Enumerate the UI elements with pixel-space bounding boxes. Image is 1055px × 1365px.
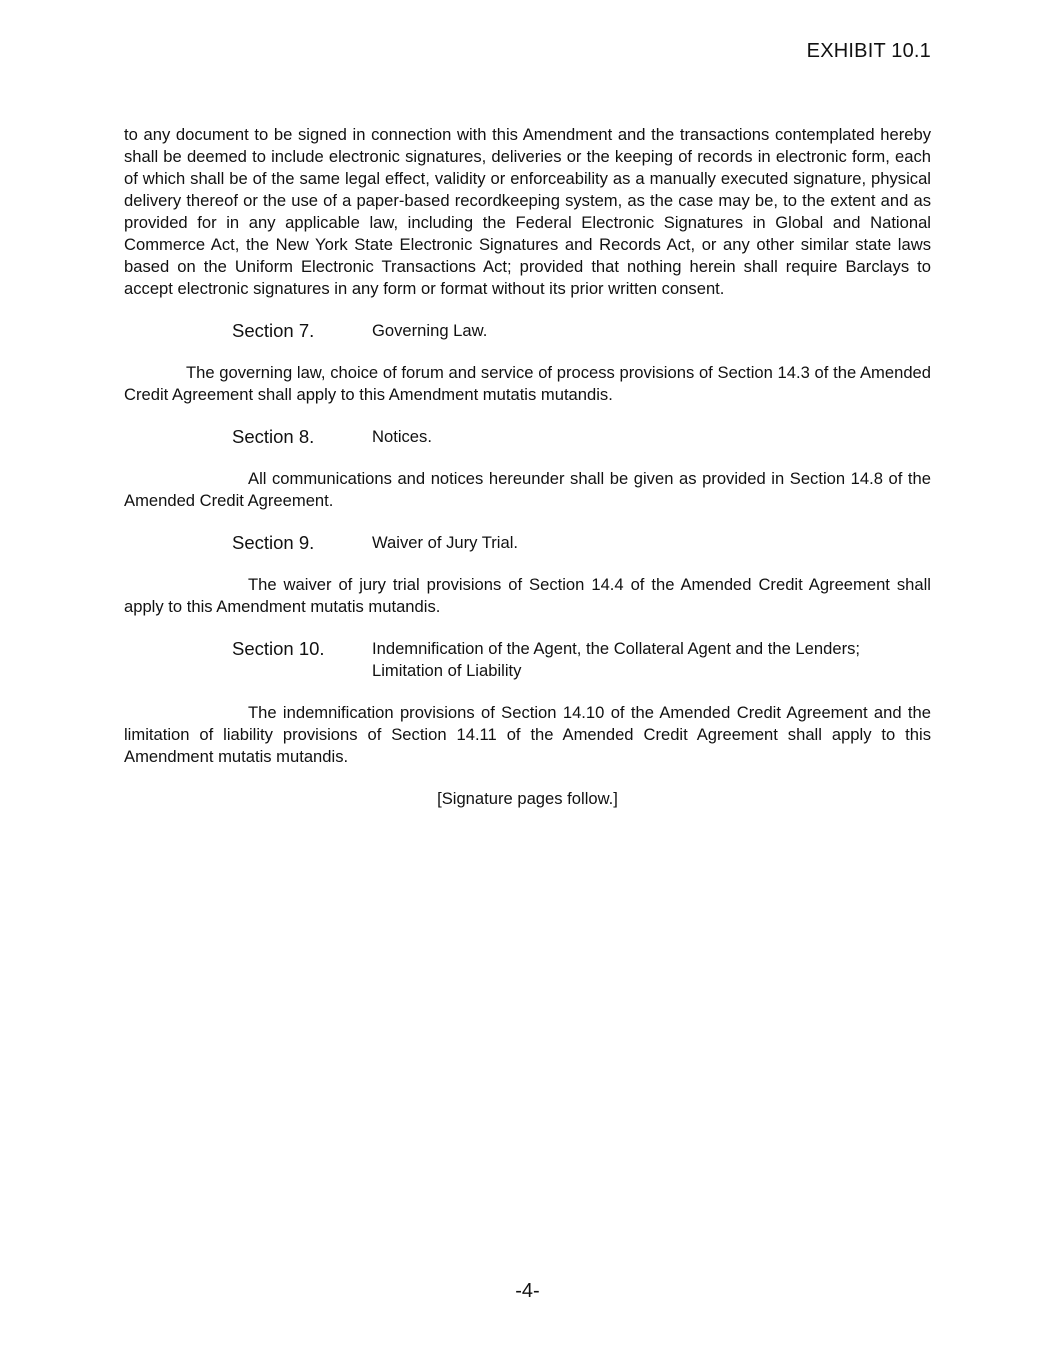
section-7-heading bbox=[124, 320, 931, 342]
section-9-number: Section 9. bbox=[232, 532, 315, 553]
section-10-heading bbox=[124, 638, 931, 682]
intro-paragraph: to any document to be signed in connection with this Amendment and the transactions contemplated hereby shall be deemed to include electronic signatures, deliveries or the keeping of records in electronic form, each of which shall be of the same legal effect, validity or enforceability as a manually executed signature, physical delivery thereof or the use of a paper-based recordkeeping system, as the case may be, to the extent and as provided for in any applicable law, including the Federal Electronic Signatures in Global and National Commerce Act, the New York State Electronic Signatures and Records Act, or any other similar state laws based on the Uniform Electronic Transactions Act; provided that nothing herein shall require Barclays to accept electronic signatures in any form or format without its prior written consent. bbox=[124, 125, 931, 298]
section-8-heading bbox=[124, 426, 931, 448]
section-9-text: The waiver of jury trial provisions of Section 14.4 of the Amended Credit Agreement shall apply to this Amendment mutatis mutandis. bbox=[124, 575, 931, 616]
section-10-number: Section 10. bbox=[232, 638, 325, 659]
exhibit-label: EXHIBIT 10.1 bbox=[806, 40, 931, 62]
page-number: -4- bbox=[515, 1280, 540, 1302]
section-7-number: Section 7. bbox=[232, 320, 315, 341]
section-9-heading bbox=[124, 532, 931, 554]
document-body bbox=[124, 124, 931, 810]
section-10-text: The indemnification provisions of Section 14.10 of the Amended Credit Agreement and the limitation of liability provisions of Section 14.11 of the Amended Credit Agreement shall apply to this Amendment mutatis mutandis. bbox=[124, 703, 931, 766]
section-9-title: Waiver of Jury Trial. bbox=[372, 533, 518, 552]
section-10-title: Indemnification of the Agent, the Collateral Agent and the Lenders; Limitation of Liability bbox=[372, 639, 861, 680]
section-7-title: Governing Law. bbox=[372, 321, 488, 340]
section-8-title: Notices. bbox=[372, 427, 432, 446]
section-8-text: All communications and notices hereunder shall be given as provided in Section 14.8 of the Amended Credit Agreement. bbox=[124, 469, 931, 510]
signature-note: [Signature pages follow.] bbox=[437, 789, 618, 808]
section-7-text: The governing law, choice of forum and service of process provisions of Section 14.3 of the Amended Credit Agreement shall apply to this Amendment mutatis mutandis. bbox=[124, 363, 931, 404]
section-8-number: Section 8. bbox=[232, 426, 315, 447]
